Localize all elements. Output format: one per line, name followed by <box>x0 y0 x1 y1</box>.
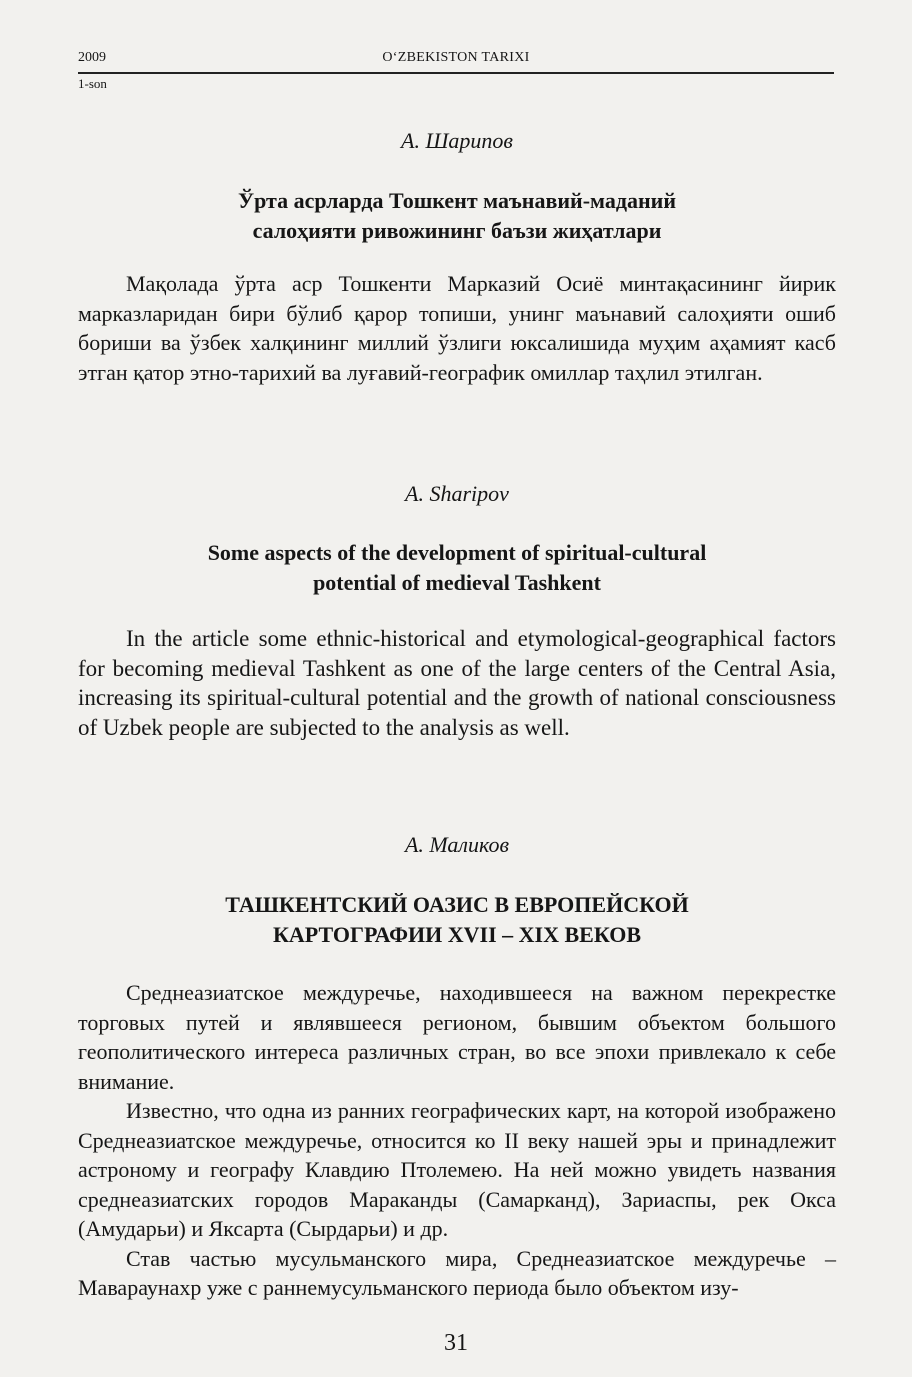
ru-author: А. Маликов <box>404 832 510 857</box>
uz-abstract: Мақолада ўрта аср Тошкенти Марказий Осиё минтақасининг йирик марказларидан бири бўлиб қарор топиши, унинг маънавий салоҳияти ошиб бориши ва ўзбек халқининг миллий ўзлиги юксалишида муҳим аҳамият касб этган қатор этно-тарихий ва луғавий-географик омиллар таҳлил этилган. <box>78 271 836 385</box>
uz-title-line1: Ўрта асрларда Тошкент маънавий-маданий <box>237 188 677 213</box>
en-title-line1: Some aspects of the development of spiritual-cultural <box>207 540 707 565</box>
header-rule <box>78 72 834 74</box>
en-title <box>78 538 836 598</box>
ru-title-line1: ТАШКЕНТСКИЙ ОАЗИС В ЕВРОПЕЙСКОЙ <box>225 892 689 917</box>
ru-title-line2: КАРТОГРАФИИ XVII – XIX ВЕКОВ <box>272 922 642 947</box>
en-title-line2: potential of medieval Tashkent <box>313 570 601 595</box>
ru-paragraph: Став частью мусульманского мира, Среднеазиатское междуречье – Мавараунахр уже с раннемусульманского периода было объектом изу- <box>78 1245 836 1300</box>
en-abstract-block <box>78 624 836 742</box>
uz-author: А. Шарипов <box>401 128 513 153</box>
ru-title <box>78 890 836 950</box>
uz-title-line2: салоҳияти ривожининг баъзи жиҳатлари <box>252 218 662 243</box>
header-journal-title: O‘ZBEKISTON TARIXI <box>382 50 530 65</box>
ru-body <box>78 978 836 1303</box>
page-number: 31 <box>444 1330 468 1356</box>
en-abstract: In the article some ethnic-historical and etymological-geographical factors for becoming medieval Tashkent as one of the large centers of the Central Asia, increasing its spiritual-cultural potential and the growth of national consciousness of Uzbek people are subjected to the analysis as well. <box>78 626 836 740</box>
ru-paragraph: Среднеазиатское междуречье, находившееся на важном перекрестке торговых путей и являвшееся регионом, бывшим объектом большого геополитического интереса различных стран, во все эпохи привлекало к себе внимание. <box>78 980 836 1094</box>
header-year: 2009 <box>78 50 106 65</box>
header-issue: 1-son <box>78 76 107 91</box>
uz-title <box>78 186 836 246</box>
en-author: A. Sharipov <box>405 481 509 506</box>
ru-paragraph: Известно, что одна из ранних географических карт, на которой изображено Среднеазиатское междуречье, относится ко II веку нашей эры и принадлежит астроному и географу Клавдию Птолемею. На ней можно увидеть названия среднеазиатских городов Мараканды (Самарканд), Зариаспы, рек Окса (Амударьи) и Яксарта (Сырдарьи) и др. <box>78 1098 836 1241</box>
uz-abstract-block <box>78 269 836 387</box>
running-header <box>78 50 834 92</box>
